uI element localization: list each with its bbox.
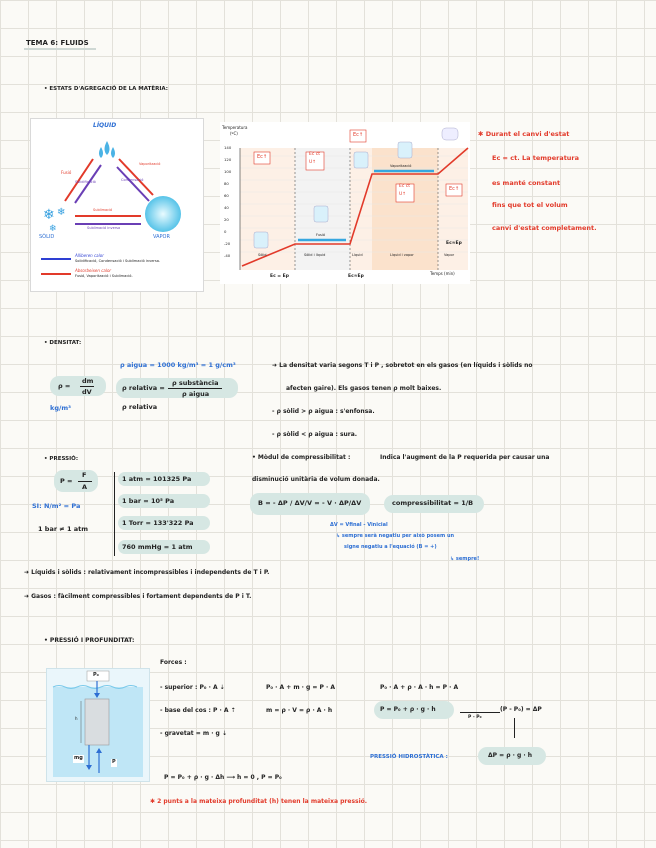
label-vaporitzacio-curve: Vaporització [390,164,412,168]
states-diagram [30,118,204,292]
relative-fraction-bar [168,388,222,389]
density-den: dV [82,388,92,396]
force-base: - base del cos : P · A ⇡ [160,707,236,714]
state-note-3: fins que tot el volum [492,201,568,209]
modulus-title: • Mòdul de compressibilitat : [252,454,351,461]
legend-blue-text: Solidificació, Condensació i Sublimació inversa. [75,259,161,263]
eq5-down-arrow [514,718,515,738]
relative-den: ρ aigua [182,390,210,398]
curve-ytick: 140 [224,145,232,150]
phase-vapor: Vapor [444,253,455,257]
curve-ytick: 60 [224,193,229,198]
ec-up-3: Ec↑ [449,186,460,192]
conversion-0: 1 atm = 101325 Pa [122,475,192,483]
legend-blue-title: Alliberen calor [75,253,104,258]
svg-text:❄: ❄ [43,207,55,223]
page-title: TEMA 6: FLUIDS [26,39,89,47]
eq-arrow-label: P - P₀ [468,715,482,720]
pressure-num: F [82,471,87,479]
phase-solid: Sòlid [258,253,267,257]
conversion-3: 760 mmHg = 1 atm [122,543,193,551]
modulus-text-2: disminució unitària de volum donada. [252,476,380,483]
eq3: P₀ · A + ρ · A · h = P · A [380,684,459,691]
eq5: (P - P₀) = ΔP [500,706,542,713]
eq4: P = P₀ + ρ · g · h [380,706,436,713]
label-fusio: Fusió [61,170,72,175]
liquids-note: ➜ Líquids i sòlids : relativament incompressibles i independents de T i P. [24,569,270,576]
heating-curve [220,122,470,284]
density-water: ρ aigua = 1000 kg/m³ = 1 g/cm³ [120,361,236,369]
density-note-3: - ρ sòlid < ρ aigua : sura. [272,431,358,438]
label-condensacio: Condensació [121,178,144,182]
ec-ct-2: Ec ct [399,184,410,189]
label-vaporitzacio: Vaporització [139,162,161,166]
pressure-bar-atm: 1 bar ≠ 1 atm [38,525,89,533]
conversion-2: 1 Torr = 133'322 Pa [122,519,194,527]
conversion-bracket [114,472,118,556]
eq2: m = ρ · V = ρ · A · h [266,707,333,714]
pressure-fraction-bar [78,481,92,482]
ec-up-1: Ec↑ [257,154,268,160]
fig-p: P [112,759,116,765]
relative-num: ρ substància [172,379,219,387]
eq1: P₀ · A + m · g = P · A [266,684,336,691]
curve-ytick: -40 [224,253,231,258]
fig-p0: P₀ [93,672,99,678]
hydro-label: PRESSIÓ HIDROSTÀTICA : [370,754,448,760]
label-sublimacio: Sublimació [93,208,113,212]
curve-ytick: 20 [224,217,229,222]
forces-label: Forces : [160,659,187,666]
ec-ep-3: Ec≈Ep [446,241,462,246]
modulus-text-1: Indica l'augment de la P requerida per causar una [380,454,550,461]
ec-ep-1: Ec = Ep [270,274,289,279]
state-note-4: canvi d'estat completament. [492,224,597,232]
curve-ytick: 80 [224,181,229,186]
legend-red-text: Fusió, Vaporització i Sublimació. [75,274,133,278]
svg-text:❄: ❄ [49,224,57,234]
label-liquid: LÍQUID [93,122,117,129]
depth-note: ✱ 2 punts a la mateixa profunditat (h) tenen la mateixa pressió. [150,798,368,805]
gases-note: ➜ Gasos : fàcilment compressibles i fortament dependents de P i T. [24,593,252,600]
sign-note-3: ↳ sempre! [450,556,480,562]
ec-up-2: Ec↑ [353,132,364,138]
depth-figure-graphic [47,669,149,781]
svg-text:❄: ❄ [57,207,66,218]
label-solid: SÒLID [39,234,55,240]
label-sublimacio-inversa: Sublimació inversa [87,226,121,230]
hydro-formula: ΔP = ρ · g · h [488,752,533,759]
phase-liquid: Líquid [352,253,363,257]
density-note-1: afecten gaire). Els gasos tenen ρ molt baixes. [286,385,442,392]
relative-note: ρ relativa [122,403,158,411]
fig-h: h [75,716,78,721]
states-diagram-graphic [31,119,203,291]
pressure-si: SI: N/m² = Pa [32,502,81,510]
fig-mg: mg [74,755,83,761]
eq6: P = P₀ + ρ · g · Δh ⟶ h = 0 , P = P₀ [164,774,282,781]
eq-arrow [460,712,500,713]
density-note-0: ➜ La densitat varia segons T i P , sobretot en els gasos (en líquids i sòlids no [272,362,533,369]
label-vapor: VAPOR [153,234,170,240]
label-solidificacio: Solidificació [75,180,96,184]
section-states-heading: • ESTATS D'AGREGACIÓ DE LA MATÈRIA: [44,86,168,92]
density-units: kg/m³ [50,404,71,412]
density-note-2: - ρ sòlid > ρ aigua : s'enfonsa. [272,408,375,415]
sign-note-2: signe negatiu a l'equació (B = +) [344,544,437,550]
depth-figure [46,668,150,782]
delta-v-note: ΔV = Vfinal - Vinicial [330,522,388,528]
phase-solid-liquid: Sòlid i líquid [304,253,326,257]
curve-ytick: 100 [224,169,232,174]
ec-ct-1: Ec ct [309,152,320,157]
density-num: dm [82,377,94,385]
conversion-1: 1 bar = 10⁵ Pa [122,497,175,505]
sign-note-1: ↳ sempre serà negatiu per això posem un [336,533,455,539]
density-lhs: ρ = [58,382,71,390]
title-underline [24,48,96,50]
pressure-den: A [82,483,88,491]
curve-xlabel: Temps (min) [430,271,455,276]
pressure-lhs: P = [60,477,73,485]
section-depth-heading: • PRESSIÓ I PROFUNDITAT: [44,637,135,644]
u-up-2: U↑ [399,192,407,197]
label-fusio-curve: Fusió [316,233,325,237]
ec-ep-2: Ec≈Ep [348,274,364,279]
relative-label: ρ relativa = [122,384,165,392]
curve-yunit: (ºC) [230,131,238,136]
modulus-formula: B = - ΔP / ΔV/V = - V · ΔP/ΔV [258,499,362,507]
force-gravetat: - gravetat = m · g ⇣ [160,730,227,737]
u-up-1: U↑ [309,160,317,165]
legend-red-title: Absorbeixen calor [75,268,112,273]
section-pressure-heading: • PRESSIÓ: [44,456,79,462]
curve-ytick: -20 [224,241,231,246]
curve-ytick: 120 [224,157,232,162]
force-superior: - superior : P₀ · A ⇣ [160,684,225,691]
density-fraction-bar [80,386,94,387]
state-note-1: Ec = ct. La temperatura [492,154,580,162]
section-density-heading: • DENSITAT: [44,340,82,346]
curve-ylabel: Temperatura [222,125,248,130]
curve-ytick: 40 [224,205,229,210]
heating-curve-graphic [220,122,470,284]
compress-formula: compressibilitat = 1/B [392,499,474,507]
phase-liquid-vapor: Líquid i vapor [390,253,414,257]
curve-ytick: 0 [224,229,227,234]
state-note-2: es manté constant [492,179,561,187]
state-note-0: ✱ Durant el canvi d'estat [478,130,570,138]
